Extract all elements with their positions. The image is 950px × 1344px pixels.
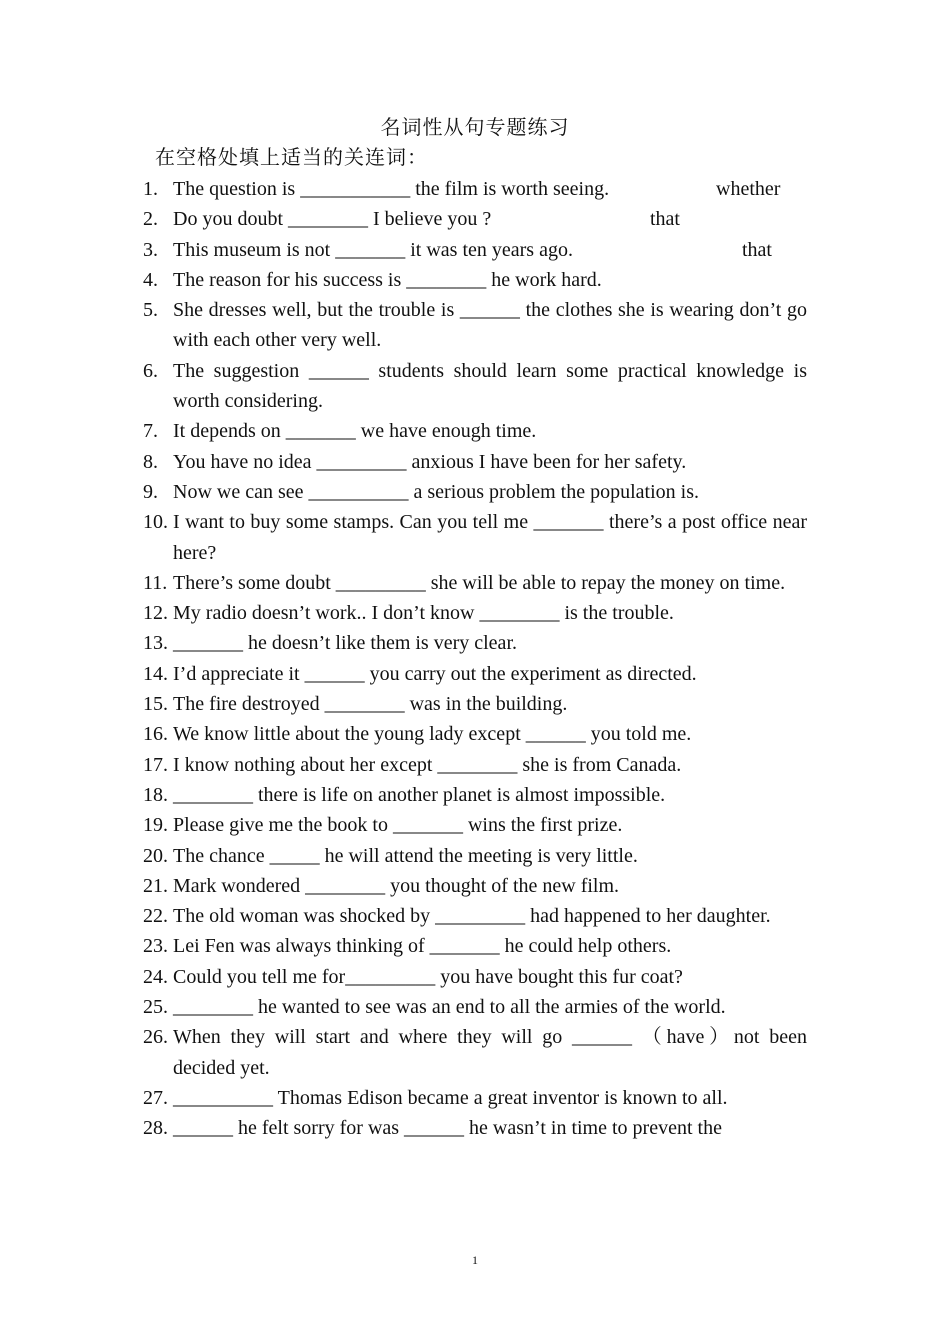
question-item [143, 1083, 807, 1113]
question-text: This museum is not _______ it was ten years ago. [173, 238, 573, 261]
question-number: 22. [143, 905, 168, 928]
question-text: The question is ___________ the film is worth seeing. [173, 178, 610, 200]
question-number: 14. [143, 662, 168, 685]
page-title: 名词性从句专题练习 [380, 117, 570, 139]
question-number: 8. [143, 450, 158, 473]
question-item [143, 598, 807, 628]
question-number: 24. [143, 965, 168, 988]
question-text: The old woman was shocked by _________ had happened to her daughter. [173, 905, 771, 928]
question-text: _______ he doesn’t like them is very clear. [173, 632, 517, 655]
question-number: 13. [143, 632, 168, 655]
question-item [143, 235, 807, 265]
question-text: The reason for his success is ________ he work hard. [173, 268, 602, 291]
question-item [143, 447, 807, 477]
question-item [143, 750, 807, 780]
question-item [143, 901, 807, 931]
question-text: Please give me the book to _______ wins the first prize. [173, 814, 623, 837]
question-text: I’d appreciate it ______ you carry out the experiment as directed. [173, 662, 697, 685]
question-item [143, 871, 807, 901]
question-item [143, 628, 807, 658]
question-item [143, 507, 807, 568]
question-item [143, 931, 807, 961]
question-item [143, 962, 807, 992]
question-number: 21. [143, 874, 168, 897]
question-number: 3. [143, 238, 158, 261]
question-text: I know nothing about her except ________ she is from Canada. [173, 753, 682, 776]
question-item [143, 174, 807, 204]
question-number: 27. [143, 1086, 168, 1109]
question-number: 1. [143, 178, 158, 200]
question-text: The fire destroyed ________ was in the building. [173, 693, 568, 716]
question-number: 26. [143, 1026, 168, 1049]
question-text: ______ he felt sorry for was ______ he wasn’t in time to prevent the [173, 1117, 722, 1140]
question-text: When they will start and where they will go ______ （have）not been decided yet. [173, 1026, 807, 1079]
question-item [143, 265, 807, 295]
instruction-text: 在空格处填上适当的关连词： [155, 147, 428, 169]
question-item [143, 992, 807, 1022]
question-number: 2. [143, 208, 158, 231]
question-number: 11. [143, 571, 168, 594]
answer-text: whether [716, 178, 781, 200]
question-list [143, 174, 807, 1144]
question-text: __________ Thomas Edison became a great inventor is known to all. [173, 1086, 728, 1109]
question-item [143, 356, 807, 417]
question-text: Lei Fen was always thinking of _______ he could help others. [173, 935, 672, 958]
question-number: 18. [143, 783, 168, 806]
question-number: 20. [143, 844, 168, 867]
question-number: 25. [143, 996, 168, 1019]
question-number: 23. [143, 935, 168, 958]
question-item [143, 477, 807, 507]
answer-text: that [650, 208, 680, 231]
answer-text: that [742, 238, 772, 261]
question-number: 10. [143, 511, 168, 534]
question-text: You have no idea _________ anxious I have been for her safety. [173, 450, 687, 473]
question-number: 12. [143, 602, 168, 625]
question-text: My radio doesn’t work.. I don’t know ________ is the trouble. [173, 602, 674, 625]
question-text: Do you doubt ________ I believe you ? [173, 208, 492, 231]
question-text: There’s some doubt _________ she will be able to repay the money on time. [173, 571, 786, 594]
question-item [143, 780, 807, 810]
question-number: 6. [143, 359, 158, 382]
question-item [143, 719, 807, 749]
question-text: ________ he wanted to see was an end to all the armies of the world. [173, 996, 726, 1019]
question-text: The suggestion ______ students should learn some practical knowledge is worth considering. [173, 359, 807, 413]
question-item [143, 810, 807, 840]
question-item [143, 204, 807, 234]
question-text: Mark wondered ________ you thought of the new film. [173, 874, 620, 897]
question-item [143, 295, 807, 356]
question-item [143, 841, 807, 871]
question-number: 5. [143, 299, 158, 322]
question-text: Now we can see __________ a serious problem the population is. [173, 480, 700, 503]
question-text: Could you tell me for_________ you have bought this fur coat? [173, 965, 683, 988]
question-item [143, 689, 807, 719]
question-text: The chance _____ he will attend the meeting is very little. [173, 844, 638, 867]
question-item [143, 1022, 807, 1083]
question-text: We know little about the young lady except ______ you told me. [173, 723, 692, 746]
question-text: ________ there is life on another planet is almost impossible. [173, 783, 666, 806]
question-number: 15. [143, 693, 168, 716]
page-number: 1 [472, 1253, 478, 1267]
question-number: 7. [143, 420, 158, 443]
question-text: I want to buy some stamps. Can you tell me _______ there’s a post office near here? [173, 511, 807, 564]
question-item [143, 659, 807, 689]
question-text: She dresses well, but the trouble is ______ the clothes she is wearing don’t go with each other very well. [173, 299, 807, 352]
question-number: 9. [143, 480, 158, 503]
question-item [143, 416, 807, 446]
question-number: 19. [143, 814, 168, 837]
question-text: It depends on _______ we have enough time. [173, 420, 537, 443]
question-item [143, 568, 807, 598]
question-number: 17. [143, 753, 168, 776]
question-number: 28. [143, 1117, 168, 1140]
question-item [143, 1113, 807, 1143]
question-number: 16. [143, 723, 168, 746]
question-number: 4. [143, 268, 158, 291]
